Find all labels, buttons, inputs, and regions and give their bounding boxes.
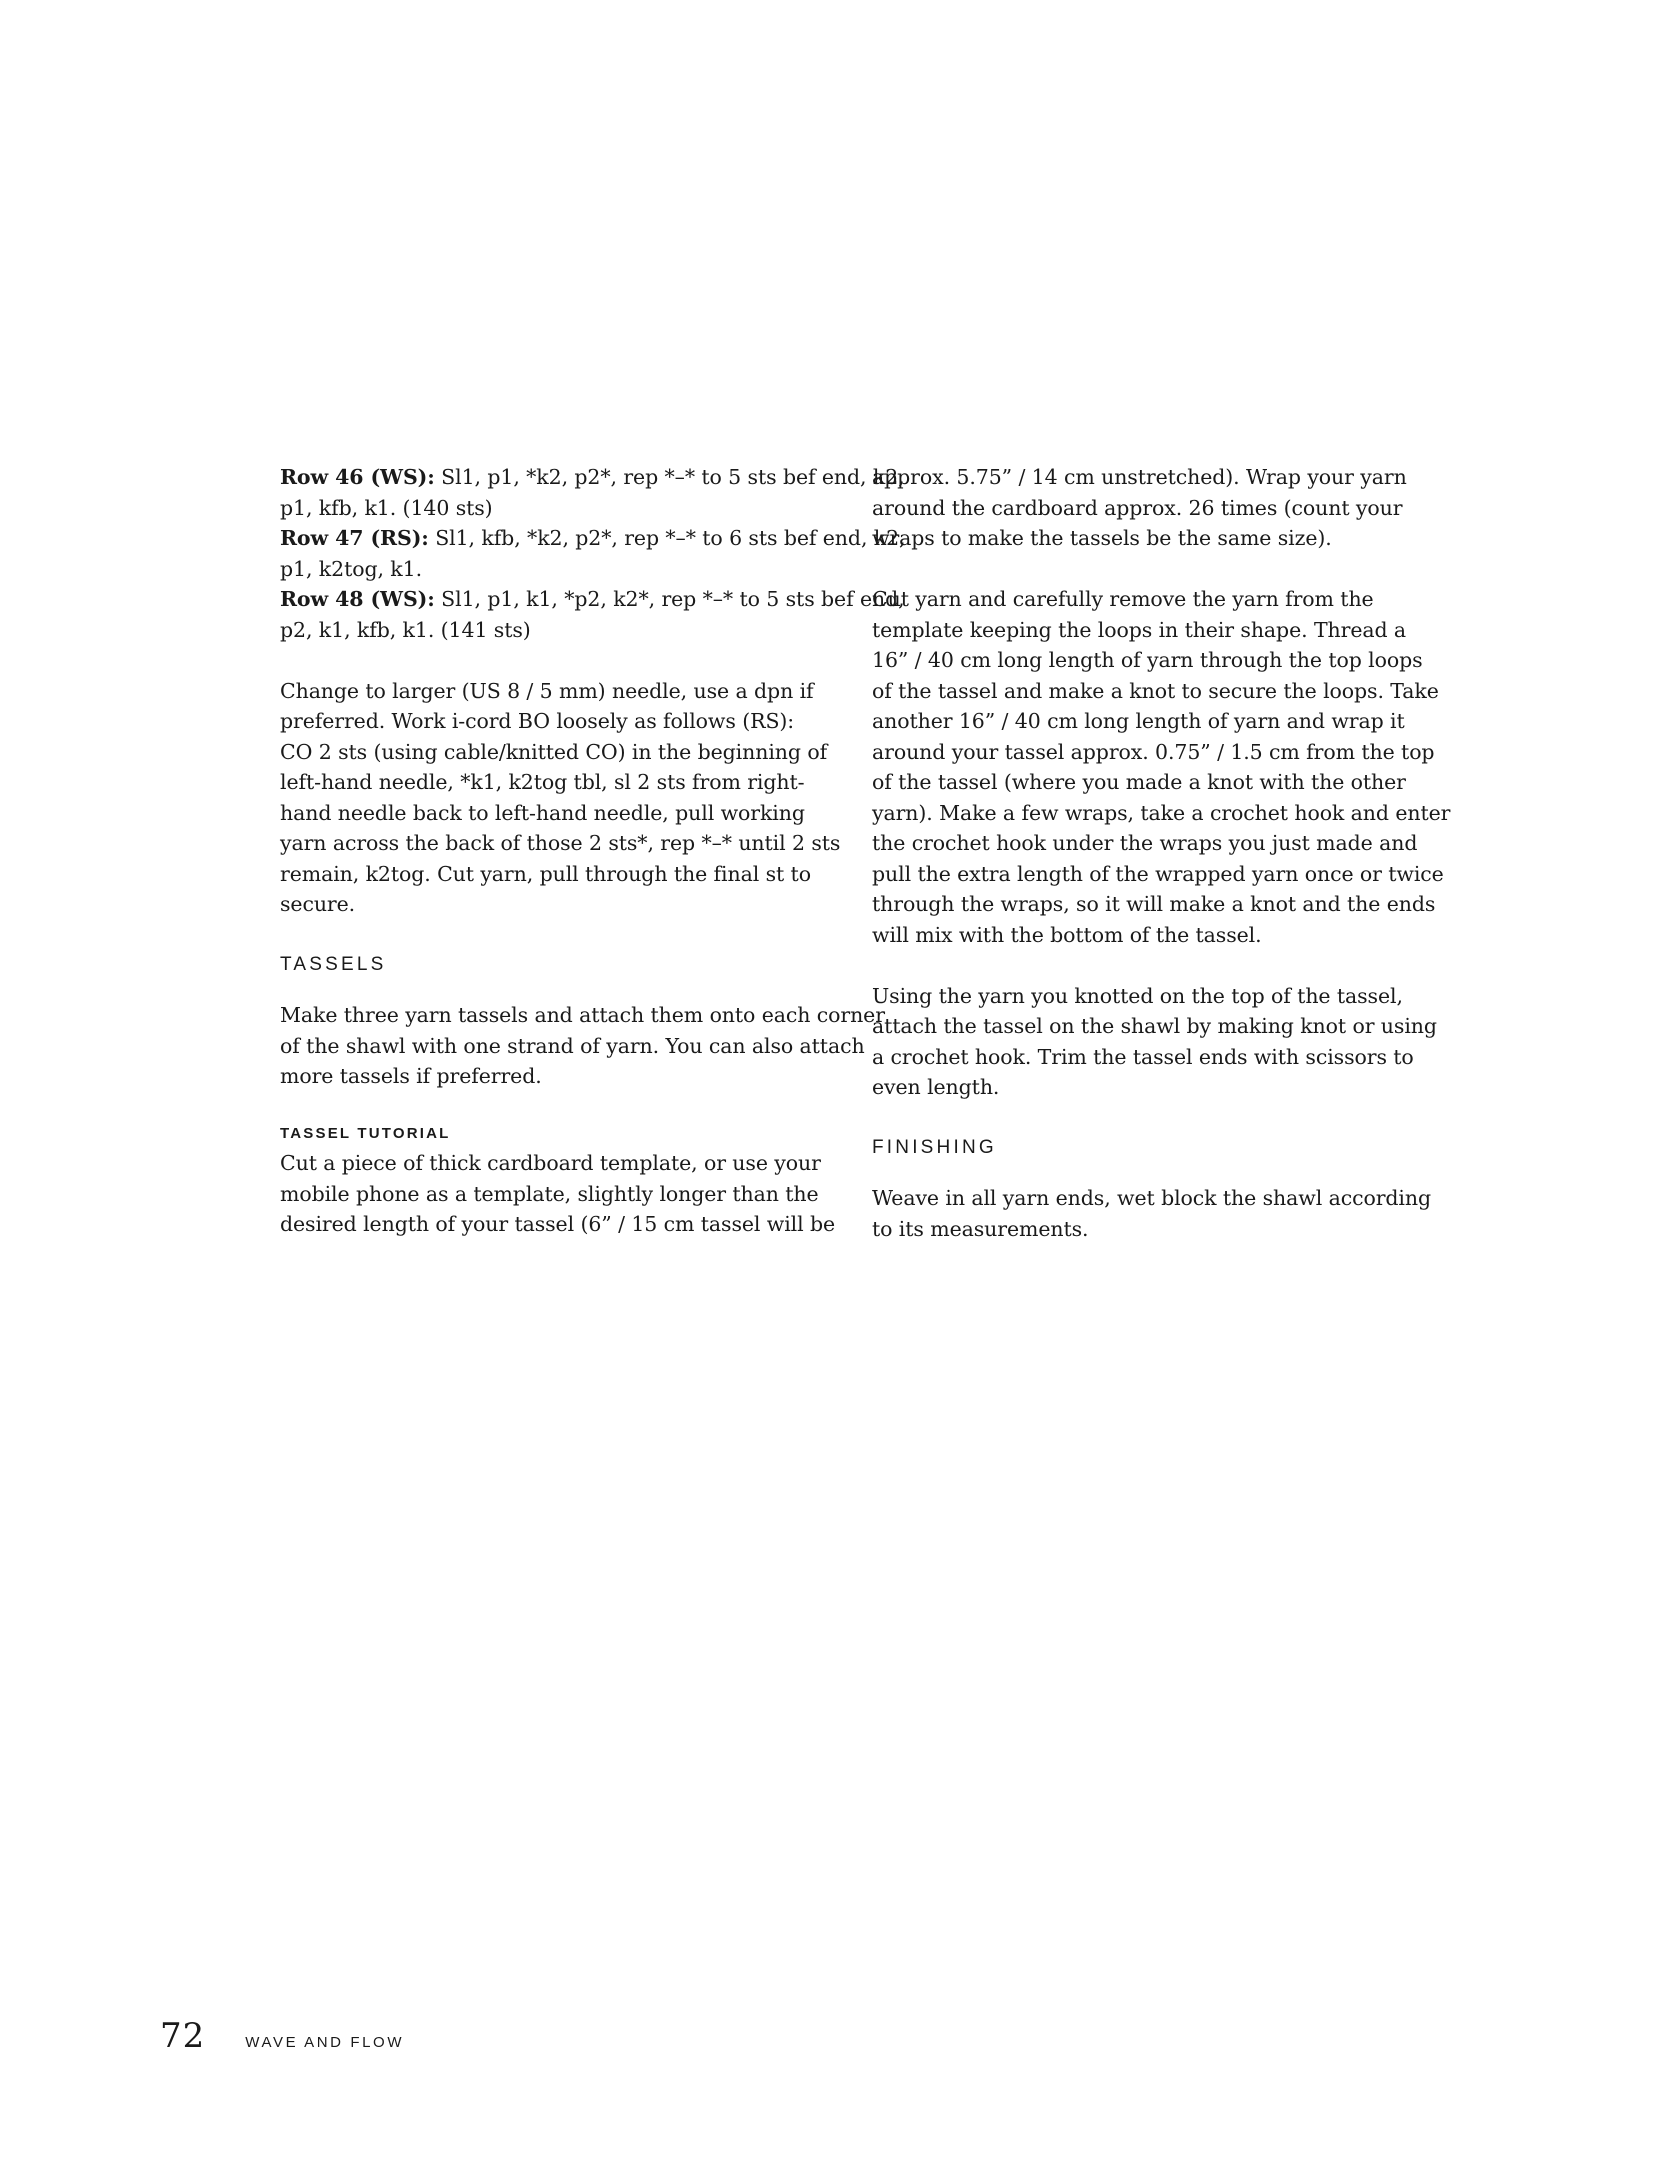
tassel-assembly-paragraph: [872, 584, 1451, 950]
text-line: Using the yarn you knotted on the top of the tassel,: [872, 983, 1403, 1008]
text-line: Make three yarn tassels and attach them onto each corner: [280, 1003, 885, 1027]
text-line: Weave in all yarn ends, wet block the shawl according: [872, 1186, 1432, 1210]
row-line: [280, 523, 906, 554]
row-text: Sl1, p1, k1, *p2, k2*, rep *–* to 5 sts bef end,: [434, 587, 905, 611]
left-column: [280, 462, 906, 1270]
text-line: hand needle back to left-hand needle, pull working: [280, 800, 805, 825]
text-line: attach the tassel on the shawl by making knot or using: [872, 1014, 1437, 1038]
text-line: mobile phone as a template, slightly longer than the: [280, 1181, 819, 1206]
book-title: WAVE AND FLOW: [245, 2034, 405, 2051]
row-line: [280, 462, 905, 493]
bindoff-paragraph: [280, 676, 860, 920]
text-line: of the tassel (where you made a knot with the other: [872, 770, 1406, 794]
text-line: remain, k2tog. Cut yarn, pull through the final st to: [280, 861, 811, 886]
text-line: template keeping the loops in their shape. Thread a: [872, 617, 1407, 642]
page-footer: [160, 2016, 404, 2056]
text-line: more tassels if preferred.: [280, 1064, 542, 1088]
text-line: left-hand needle, *k1, k2tog tbl, sl 2 sts from right-: [280, 770, 805, 794]
row-line: [280, 584, 905, 615]
finishing-heading: FINISHING: [872, 1137, 997, 1158]
text-line: will mix with the bottom of the tassel.: [872, 922, 1262, 947]
text-line: pull the extra length of the wrapped yarn once or twice: [872, 861, 1444, 886]
page-number: 72: [160, 2016, 206, 2056]
text-line: a crochet hook. Trim the tassel ends with scissors to: [872, 1044, 1414, 1069]
text-line: another 16” / 40 cm long length of yarn and wrap it: [872, 709, 1405, 733]
text-line: yarn across the back of those 2 sts*, rep *–* until 2 sts: [280, 831, 841, 855]
text-line: CO 2 sts (using cable/knitted CO) in the beginning of: [280, 739, 828, 764]
attach-tassel-paragraph: [872, 981, 1437, 1103]
tutorial-paragraph: [280, 1148, 860, 1240]
tassels-heading: TASSELS: [280, 954, 387, 975]
text-line: even length.: [872, 1075, 1000, 1099]
text-line: through the wraps, so it will make a knot and the ends: [872, 892, 1436, 916]
row-line: p1, k2tog, k1.: [280, 556, 422, 581]
text-line: Change to larger (US 8 / 5 mm) needle, use a dpn if: [280, 678, 814, 703]
text-line: of the tassel and make a knot to secure the loops. Take: [872, 678, 1439, 703]
text-line: yarn). Make a few wraps, take a crochet hook and enter: [872, 800, 1451, 825]
tassel-tutorial-heading: TASSEL TUTORIAL: [280, 1125, 451, 1142]
row-label: Row 47 (RS):: [280, 526, 429, 550]
tutorial-continued-paragraph: [872, 462, 1432, 554]
text-line: wraps to make the tassels be the same size).: [872, 526, 1332, 550]
tassels-paragraph: [280, 1000, 885, 1092]
row-line: p1, kfb, k1. (140 sts): [280, 495, 493, 520]
row-text: Sl1, kfb, *k2, p2*, rep *–* to 6 sts bef end, k2,: [428, 526, 906, 550]
row-line: p2, k1, kfb, k1. (141 sts): [280, 617, 531, 642]
right-column: [872, 462, 1451, 1275]
text-line: the crochet hook under the wraps you just made and: [872, 831, 1418, 855]
text-line: preferred. Work i-cord BO loosely as follows (RS):: [280, 709, 795, 733]
text-line: around your tassel approx. 0.75” / 1.5 cm from the top: [872, 739, 1435, 764]
text-line: secure.: [280, 892, 356, 916]
row-instructions: [280, 462, 906, 645]
text-line: desired length of your tassel (6” / 15 cm tassel will be: [280, 1212, 836, 1236]
text-line: 16” / 40 cm long length of yarn through the top loops: [872, 648, 1423, 672]
finishing-paragraph: [872, 1183, 1432, 1244]
text-line: approx. 5.75” / 14 cm unstretched). Wrap your yarn: [872, 465, 1407, 489]
text-line: Cut a piece of thick cardboard template, or use your: [280, 1151, 821, 1175]
row-label: Row 48 (WS):: [280, 587, 435, 611]
text-line: Cut yarn and carefully remove the yarn from the: [872, 587, 1374, 611]
text-line: to its measurements.: [872, 1216, 1089, 1241]
row-text: Sl1, p1, *k2, p2*, rep *–* to 5 sts bef end, k2,: [434, 465, 905, 489]
text-line: of the shawl with one strand of yarn. You can also attach: [280, 1033, 865, 1058]
row-label: Row 46 (WS):: [280, 465, 435, 489]
text-line: around the cardboard approx. 26 times (count your: [872, 495, 1403, 520]
